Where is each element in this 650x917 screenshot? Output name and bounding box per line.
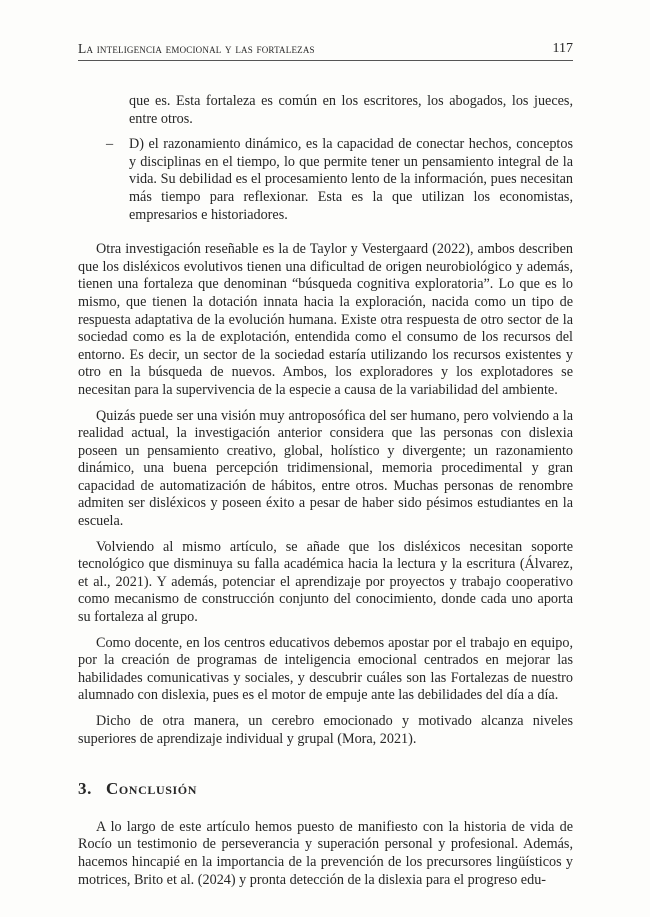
dash-marker: – — [106, 136, 114, 153]
paragraph-docente: Como docente, en los centros educativos debemos apostar por el trabajo en equipo, por la creación de programas de inteligencia emocional centrados en mejorar las habilidades comunicativas y sociales, y descubrir cuáles son las Fortalezas de nuestro alumnado con dislexia, pues es el motor de empuje ante las debilidades del día a día. — [78, 634, 573, 704]
list-item-d — [78, 136, 573, 224]
paragraph-taylor: Otra investigación reseñable es la de Taylor y Vestergaard (2022), ambos describen que los disléxicos evolutivos tienen una dificultad de origen neurobiológico y además, tienen una fortaleza que denominan “búsqueda cognitiva exploratoria”. Lo que es lo mismo, que tienen la dotación innata hacia la exploración, nacida como un tipo de respuesta adaptativa de la evolución humana. Existe otra respuesta de otro sector de la sociedad como es la de explotación, entendida como el consumo de los recursos del entorno. Es decir, un sector de la sociedad estaría utilizando los recursos existentes y otro en la búsqueda de nuevos. Ambos, los exploradores y los explotadores se necesitan para la supervivencia de la especie a causa de la variabilidad del ambiente. — [78, 241, 573, 398]
running-title: La inteligencia emocional y las fortalezas — [78, 41, 315, 56]
body-text — [78, 93, 573, 897]
list-item-d-text: D) el razonamiento dinámico, es la capacidad de conectar hechos, conceptos y disciplinas en el tiempo, lo que permite tener un pensamiento integral de la vida. Su debilidad es el procesamiento lento de la información, pues necesitan más tiempo para reflexionar. Esta es la que utilizan los economistas, empresarios e historiadores. — [129, 136, 573, 223]
paragraph-cerebro-emocionado: Dicho de otra manera, un cerebro emocionado y motivado alcanza niveles superiores de aprendizaje individual y grupal (Mora, 2021). — [78, 713, 573, 747]
paragraph-antroposofica: Quizás puede ser una visión muy antroposófica del ser humano, pero volviendo a la realidad actual, la investigación anterior considera que las personas con dislexia poseen un pensamiento creativo, global, holístico y divergente; un razonamiento dinámico, una buena percepción tridimensional, memoria procedimental y gran capacidad de automatización de hábitos, entre otros. Muchas personas de renombre admiten ser disléxicos y poseen éxito a pesar de haber sido pésimos estudiantes en la escuela. — [78, 407, 573, 530]
page-number: 117 — [552, 41, 573, 56]
paragraph-soporte-tecnologico: Volviendo al mismo artículo, se añade que los disléxicos necesitan soporte tecnológico que disminuya su falla académica hacia la lectura y la escritura (Álvarez, et al., 2021). Y además, potenciar el aprendizaje por proyectos y trabajo cooperativo como mecanismo de construcción conjunto del conocimiento, donde cada uno aporta su fortaleza al grupo. — [78, 538, 573, 626]
paragraph-conclusion: A lo largo de este artículo hemos puesto de manifiesto con la historia de vida de Rocío un testimonio de perseverancia y superación personal y profesional. Además, hacemos hincapié en la importancia de la prevención de los precursores lingüísticos y motrices, Brito et al. (2024) y pronta detección de la dislexia para el progreso edu- — [78, 818, 573, 888]
section-number: 3. — [78, 779, 92, 799]
list-continuation: que es. Esta fortaleza es común en los escritores, los abogados, los jueces, entre otros. — [129, 93, 573, 127]
section-heading — [78, 780, 573, 798]
section-title: Conclusión — [106, 779, 197, 799]
running-header — [78, 38, 573, 61]
